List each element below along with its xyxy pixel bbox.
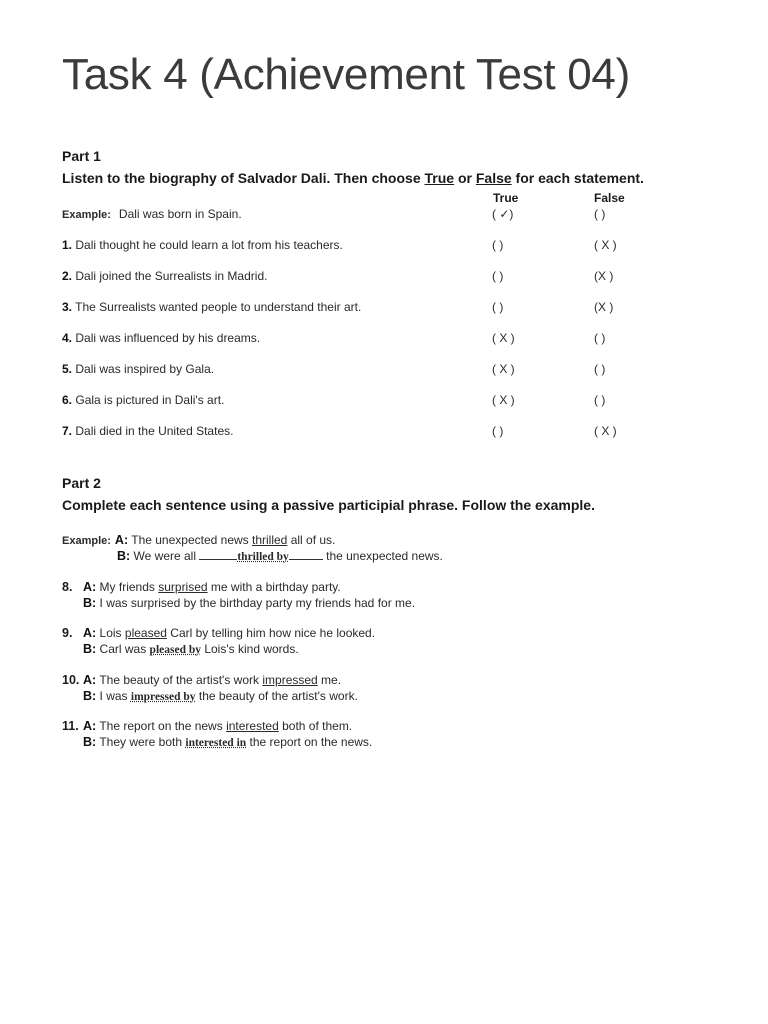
- statement-row: 5. Dali was inspired by Gala.: [62, 362, 215, 376]
- false-answer-box[interactable]: ( X ): [594, 238, 617, 252]
- part1-heading: Part 1: [62, 148, 101, 164]
- item-number: 10.: [62, 673, 80, 687]
- answer-text: interested in: [185, 737, 247, 749]
- sentence-b: B: They were both interested in the report on the news.: [83, 735, 373, 749]
- true-answer-box[interactable]: ( ): [492, 300, 504, 314]
- answer-text: impressed by: [130, 691, 196, 703]
- part2-instruction: Complete each sentence using a passive participial phrase. Follow the example.: [62, 497, 595, 513]
- false-answer-box[interactable]: ( ): [594, 362, 606, 376]
- item-number: 9.: [62, 626, 73, 640]
- statement-row: 3. The Surrealists wanted people to understand their art.: [62, 300, 362, 314]
- sentence-b: B: Carl was pleased by Lois's kind words.: [83, 642, 299, 656]
- true-column-header: True: [493, 191, 519, 205]
- false-answer-box[interactable]: ( X ): [594, 424, 617, 438]
- false-answer-box[interactable]: ( ): [594, 331, 606, 345]
- true-answer-box[interactable]: ( ): [492, 424, 504, 438]
- sentence-a: A: The report on the news interested both of them.: [83, 719, 353, 733]
- part1-instruction: Listen to the biography of Salvador Dali. Then choose True or False for each statement.: [62, 170, 644, 186]
- statement-row: 1. Dali thought he could learn a lot from his teachers.: [62, 238, 343, 252]
- statement-row: 4. Dali was influenced by his dreams.: [62, 331, 261, 345]
- example-false-box: ( ): [594, 207, 606, 221]
- part1-example: Example: Dali was born in Spain.: [62, 207, 242, 221]
- sentence-a: A: The beauty of the artist's work impressed me.: [83, 673, 342, 687]
- example-true-box: ( ✓): [492, 207, 514, 221]
- statement-row: 7. Dali died in the United States.: [62, 424, 234, 438]
- part2-heading: Part 2: [62, 475, 101, 491]
- sentence-b: B: I was surprised by the birthday party my friends had for me.: [83, 596, 416, 610]
- false-answer-box[interactable]: (X ): [594, 300, 614, 314]
- sentence-a: A: My friends surprised me with a birthday party.: [83, 580, 341, 594]
- false-column-header: False: [594, 191, 625, 205]
- sentence-a: A: Lois pleased Carl by telling him how nice he looked.: [83, 626, 376, 640]
- true-answer-box[interactable]: ( X ): [492, 362, 515, 376]
- answer-text: pleased by: [149, 644, 201, 656]
- true-answer-box[interactable]: ( ): [492, 238, 504, 252]
- true-answer-box[interactable]: ( ): [492, 269, 504, 283]
- part2-example-a: Example: A: The unexpected news thrilled all of us.: [62, 533, 336, 547]
- sentence-b: B: I was impressed by the beauty of the artist's work.: [83, 689, 358, 703]
- item-number: 11.: [62, 719, 79, 733]
- statement-row: 2. Dali joined the Surrealists in Madrid.: [62, 269, 268, 283]
- false-answer-box[interactable]: ( ): [594, 393, 606, 407]
- item-number: 8.: [62, 580, 73, 594]
- true-answer-box[interactable]: ( X ): [492, 331, 515, 345]
- statement-row: 6. Gala is pictured in Dali's art.: [62, 393, 225, 407]
- answer-text: surprised by: [130, 596, 197, 610]
- part2-example-b: B: We were all thrilled by the unexpected news.: [117, 549, 443, 563]
- true-answer-box[interactable]: ( X ): [492, 393, 515, 407]
- example-answer: thrilled by: [237, 551, 289, 563]
- page-title: Task 4 (Achievement Test 04): [62, 50, 630, 99]
- false-answer-box[interactable]: (X ): [594, 269, 614, 283]
